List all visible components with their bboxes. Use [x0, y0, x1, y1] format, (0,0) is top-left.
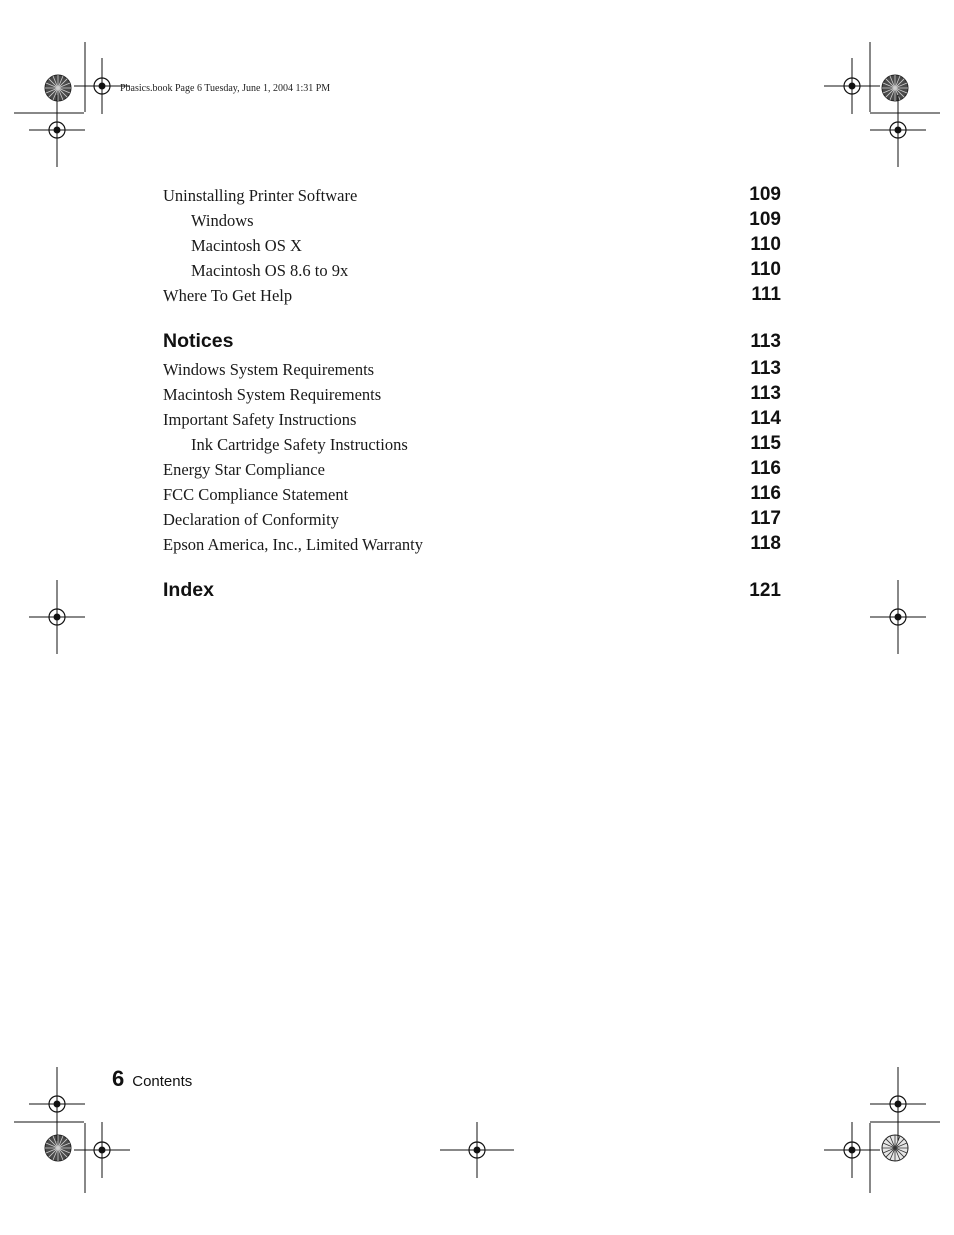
toc-page-number: 113 [750, 383, 781, 404]
toc-entry-label: Important Safety Instructions [163, 410, 357, 429]
toc-row[interactable] [163, 458, 781, 480]
page-footer [112, 1066, 192, 1092]
toc-row[interactable] [163, 533, 781, 555]
toc-entry-label: Declaration of Conformity [163, 510, 339, 529]
toc-chapter-index[interactable] [163, 580, 781, 602]
toc-page-number: 113 [750, 331, 781, 352]
toc-row[interactable] [163, 184, 781, 206]
toc-page-number: 114 [750, 408, 781, 429]
toc-entry-label: FCC Compliance Statement [163, 485, 349, 504]
toc-entry-label: Epson America, Inc., Limited Warranty [163, 535, 423, 554]
toc-page-number: 113 [750, 358, 781, 379]
toc-row[interactable] [163, 383, 781, 405]
page-number: 6 [112, 1066, 125, 1091]
toc-chapter-title: Index [163, 579, 214, 601]
toc-entry-label: Windows System Requirements [163, 360, 375, 379]
toc-row[interactable] [163, 259, 781, 281]
toc-row[interactable] [163, 433, 781, 455]
print-slug: Pbasics.book Page 6 Tuesday, June 1, 2004 1:31 PM [120, 83, 331, 94]
toc-page-number: 117 [750, 508, 781, 529]
toc-chapter-title: Notices [163, 330, 234, 352]
toc-page-number: 121 [749, 580, 781, 601]
toc-row[interactable] [163, 234, 781, 256]
toc-entry-label: Where To Get Help [163, 286, 293, 305]
toc-page-number: 110 [750, 234, 781, 255]
toc-page-number: 110 [750, 259, 781, 280]
toc-row[interactable] [163, 508, 781, 530]
toc-entry-label: Macintosh OS X [191, 236, 302, 255]
toc-row[interactable] [163, 408, 781, 430]
toc-page-number: 118 [750, 533, 781, 554]
toc-page-number: 116 [750, 483, 781, 504]
toc-entry-label: Windows [191, 211, 254, 230]
toc-page-number: 116 [750, 458, 781, 479]
toc-row[interactable] [163, 358, 781, 380]
toc-entry-label: Macintosh OS 8.6 to 9x [191, 261, 349, 280]
section-name: Contents [132, 1073, 193, 1090]
toc-page-number: 109 [749, 209, 781, 230]
toc-entry-label: Energy Star Compliance [163, 460, 325, 479]
toc-page-number: 111 [751, 284, 781, 305]
toc-row[interactable] [163, 209, 781, 231]
toc-chapter-notices[interactable] [163, 331, 781, 353]
toc-entry-label: Uninstalling Printer Software [163, 186, 358, 205]
toc-page-number: 109 [749, 184, 781, 205]
toc-row[interactable] [163, 483, 781, 505]
toc-entry-label: Macintosh System Requirements [163, 385, 382, 404]
toc-entry-label: Ink Cartridge Safety Instructions [191, 435, 408, 454]
toc-row[interactable] [163, 284, 781, 306]
toc-page-number: 115 [750, 433, 781, 454]
